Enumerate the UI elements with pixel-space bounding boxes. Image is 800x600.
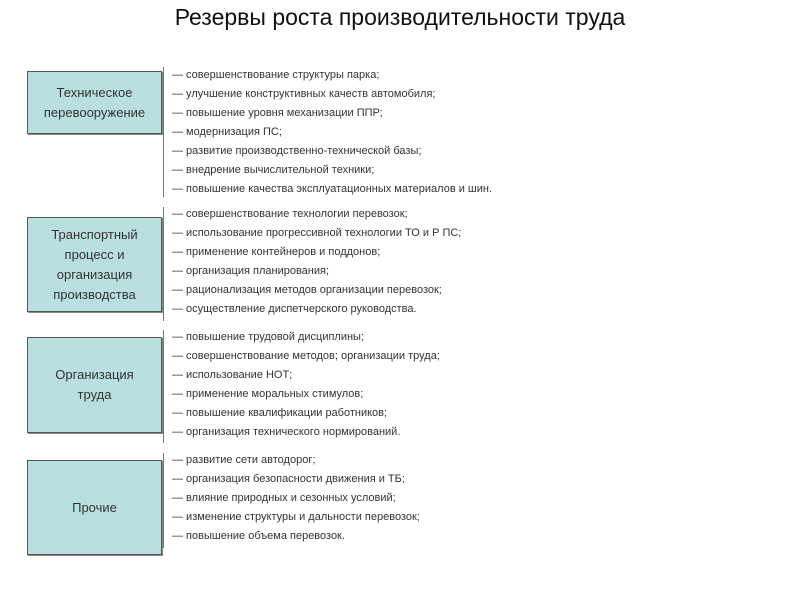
category-label: Прочие (72, 499, 117, 515)
list-item: — улучшение конструктивных качеств автомобиля; (172, 88, 436, 100)
bracket-line (163, 453, 164, 548)
list-item: — внедрение вычислительной техники; (172, 164, 375, 176)
reserve-list-labor (172, 328, 440, 442)
list-item: — повышение уровня механизации ППР; (172, 107, 383, 119)
list-item: — повышение качества эксплуатационных материалов и шин. (172, 183, 493, 195)
reserve-list-other (172, 451, 420, 546)
list-item: — развитие сети автодорог; (172, 454, 316, 466)
reserve-list-transport (172, 205, 461, 319)
list-item: — повышение объема перевозок. (172, 530, 345, 542)
list-item: — рационализация методов организации перевозок; (172, 284, 442, 296)
category-label: Техническое перевооружение (43, 84, 146, 120)
list-item: — изменение структуры и дальности перевозок; (172, 511, 420, 523)
list-item: — развитие производственно-технической базы; (172, 145, 422, 157)
list-item: — модернизация ПС; (172, 126, 282, 138)
bracket-line (163, 67, 164, 197)
list-item: — осуществление диспетчерского руководства. (172, 303, 417, 315)
slide-title: Резервы роста производительности труда (174, 4, 626, 30)
reserve-list-technical (172, 66, 492, 199)
list-item: — влияние природных и сезонных условий; (172, 492, 396, 504)
list-item: — повышение квалификации работников; (172, 407, 388, 419)
category-box-labor (27, 337, 162, 433)
category-label: Организация труда (55, 367, 134, 402)
category-label: Транспортный процесс и организация производства (51, 226, 138, 302)
category-box-other (27, 460, 162, 555)
list-item: — совершенствование структуры парка; (172, 69, 380, 81)
list-item: — организация технического нормирований. (172, 426, 401, 438)
category-box-technical (27, 71, 162, 134)
list-item: — использование НОТ; (172, 369, 293, 381)
bracket-line (163, 330, 164, 443)
list-item: — использование прогрессивной технологии ТО и Р ПС; (172, 227, 462, 239)
category-box-transport (27, 217, 162, 312)
list-item: — совершенствование технологии перевозок; (172, 208, 408, 220)
list-item: — совершенствование методов; организации труда; (172, 350, 440, 362)
bracket-line (163, 207, 164, 321)
list-item: — применение контейнеров и поддонов; (172, 246, 381, 258)
list-item: — организация планирования; (172, 265, 330, 277)
list-item: — организация безопасности движения и ТБ; (172, 473, 405, 485)
list-item: — применение моральных стимулов; (172, 388, 364, 400)
list-item: — повышение трудовой дисциплины; (172, 331, 365, 343)
